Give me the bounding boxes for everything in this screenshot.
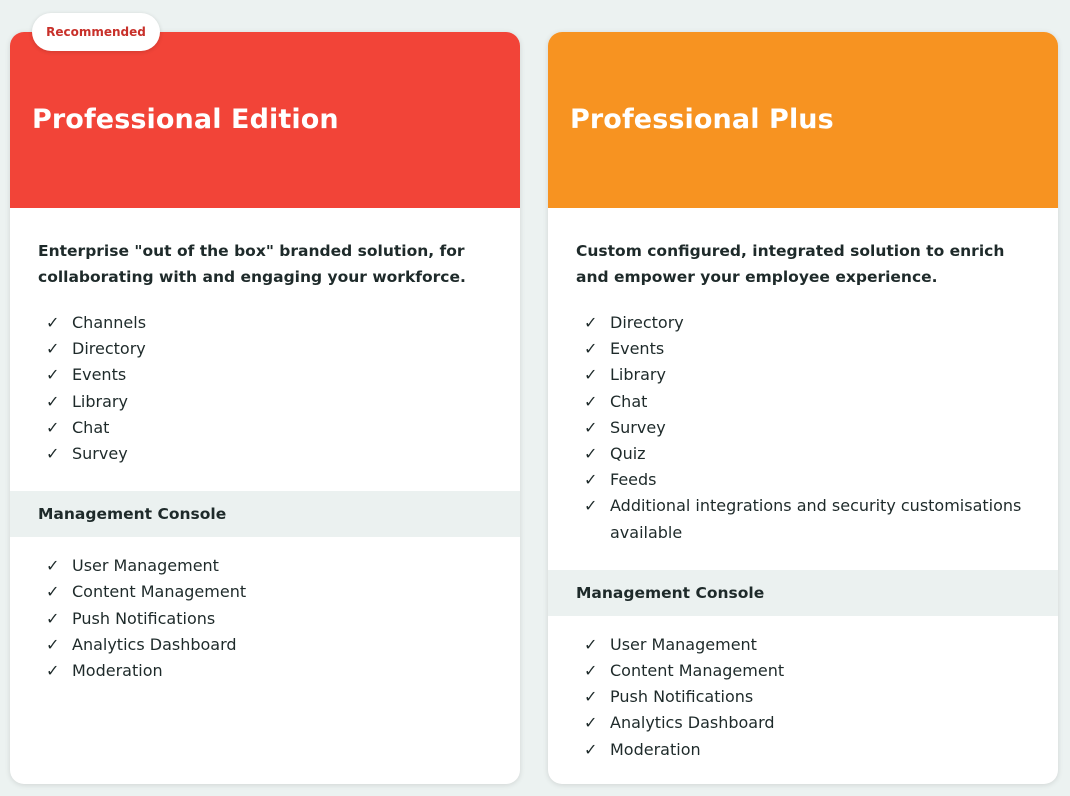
feature-label: Directory [610,313,684,332]
feature-item [38,579,492,605]
feature-label: Push Notifications [72,608,216,628]
feature-label: Directory [72,339,146,359]
feature-item [38,362,492,388]
management-console-heading: Management Console [548,570,1058,616]
checkmark-icon: ✓ [46,339,60,359]
feature-label: User Management [72,556,219,576]
feature-label: Events [610,339,665,359]
feature-label: Library [72,391,128,411]
feature-label: Content Management [610,661,785,681]
feature-label: User Management [610,634,757,654]
checkmark-icon: ✓ [46,634,60,654]
feature-label: Survey [610,417,666,437]
checkmark-icon: ✓ [46,556,60,576]
feature-item [576,336,1030,362]
card-header [10,32,520,208]
checkmark-icon: ✓ [46,417,60,437]
console-feature-list [10,537,520,684]
feature-item [576,389,1030,415]
feature-item [38,553,492,579]
recommended-badge: Recommended [32,13,160,51]
checkmark-icon: ✓ [584,339,598,359]
checkmark-icon: ✓ [584,713,598,733]
feature-label: Analytics Dashboard [610,713,775,733]
card-header [548,32,1058,208]
feature-label: Moderation [72,661,163,681]
feature-label: Moderation [610,739,701,759]
checkmark-icon: ✓ [584,391,598,411]
checkmark-icon: ✓ [584,365,598,385]
feature-item [576,310,1030,336]
checkmark-icon: ✓ [46,365,60,385]
feature-item [576,467,1030,493]
checkmark-icon: ✓ [46,391,60,411]
feature-list [576,310,1030,546]
feature-label: Events [72,365,127,385]
feature-label: Analytics Dashboard [72,634,237,654]
checkmark-icon: ✓ [46,661,60,681]
checkmark-icon: ✓ [584,661,598,681]
console-feature-list [548,616,1058,763]
checkmark-icon: ✓ [584,496,598,516]
feature-item [38,336,492,362]
feature-item [576,658,1030,684]
checkmark-icon: ✓ [584,687,598,707]
card-body [10,208,520,467]
feature-item [38,606,492,632]
feature-item [576,441,1030,467]
checkmark-icon: ✓ [584,313,598,332]
feature-item [576,632,1030,658]
checkmark-icon: ✓ [584,739,598,759]
checkmark-icon: ✓ [46,444,60,464]
feature-item [38,389,492,415]
checkmark-icon: ✓ [584,417,598,437]
checkmark-icon: ✓ [584,634,598,654]
feature-item [576,737,1030,763]
feature-item [576,362,1030,388]
feature-label: Content Management [72,582,247,602]
feature-list [38,310,492,467]
feature-item [38,632,492,658]
feature-item [38,310,492,336]
feature-label: Channels [72,313,147,332]
checkmark-icon: ✓ [46,582,60,602]
checkmark-icon: ✓ [584,470,598,490]
checkmark-icon: ✓ [46,313,60,332]
card-title: Professional Edition [32,104,339,135]
feature-label: Chat [610,391,648,411]
feature-label: Feeds [610,470,657,490]
feature-item [38,415,492,441]
card-body [548,208,1058,546]
card-description: Custom configured, integrated solution to enrich and empower your employee experience. [576,242,1005,286]
feature-label: Push Notifications [610,687,754,707]
feature-label: Quiz [610,444,646,464]
management-console-heading: Management Console [10,491,520,537]
feature-label: Chat [72,417,110,437]
feature-item [38,441,492,467]
feature-label: Survey [72,444,128,464]
pricing-card-professional-plus [548,32,1058,784]
feature-item [576,684,1030,710]
feature-item [576,415,1030,441]
pricing-card-professional-edition [10,32,520,784]
card-title: Professional Plus [570,104,834,135]
feature-item [38,658,492,684]
checkmark-icon: ✓ [584,444,598,464]
checkmark-icon: ✓ [46,608,60,628]
feature-item [576,710,1030,736]
feature-label: Additional integrations and security customisations available [610,496,1022,542]
card-description: Enterprise "out of the box" branded solution, for collaborating with and engaging your workforce. [38,242,466,286]
feature-item [576,493,1030,545]
feature-label: Library [610,365,666,385]
